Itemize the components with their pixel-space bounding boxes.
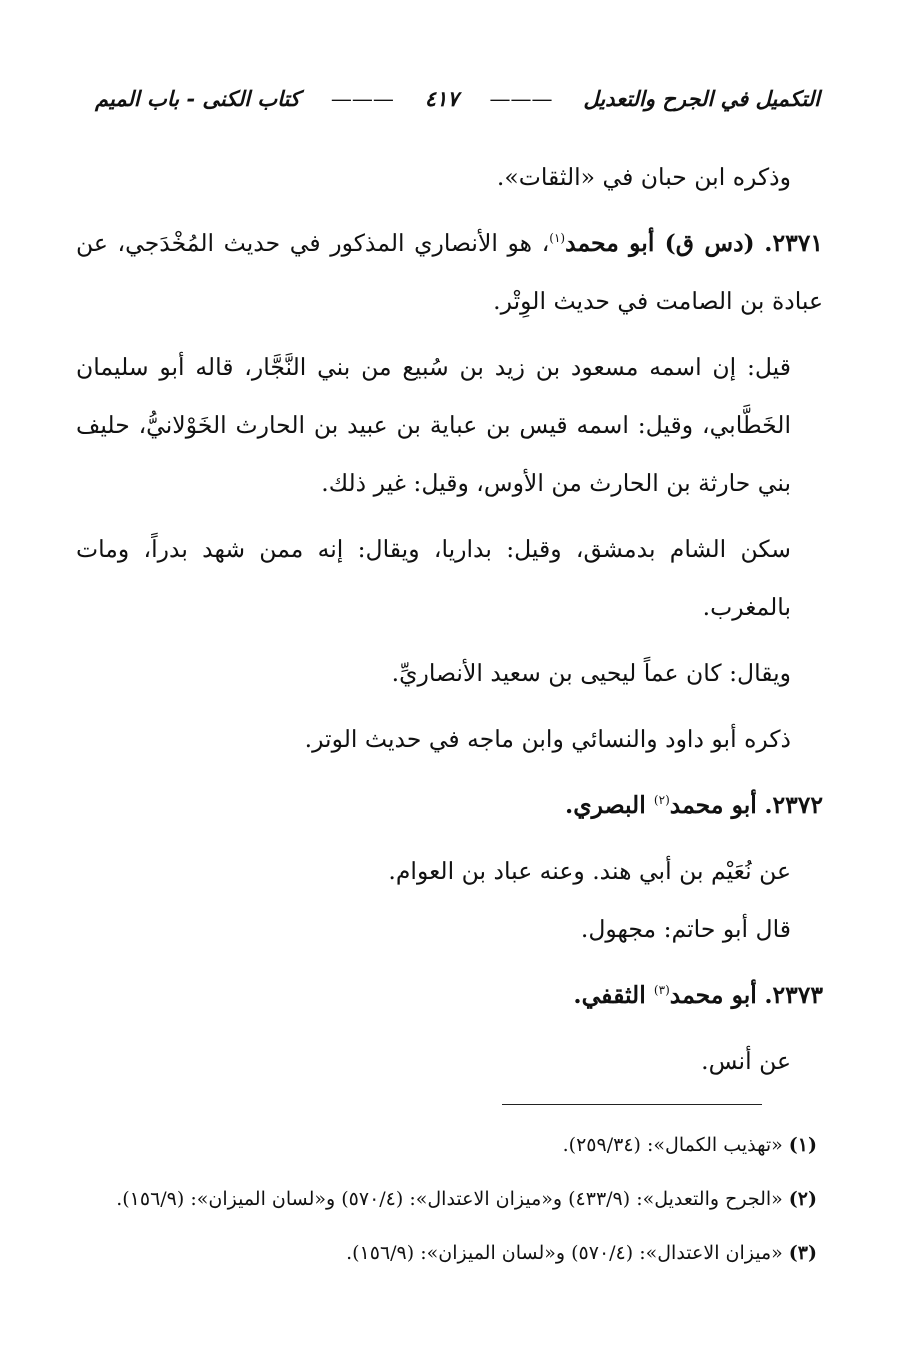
page-number: ٤١٧ xyxy=(424,86,459,111)
paragraph: عن أنس. xyxy=(701,1047,791,1075)
entry-heading: (دس ق) أبو محمد xyxy=(565,229,755,257)
entry-number: ٢٣٧١. xyxy=(764,229,823,257)
footnote xyxy=(76,1172,817,1226)
footnote-number: (١) xyxy=(788,1134,817,1156)
footnote-ref: (٢) xyxy=(653,793,670,808)
paragraph: عن نُعَيْم بن أبي هند. وعنه عباد بن العوام. xyxy=(388,857,791,885)
entry-number: ٢٣٧٣. xyxy=(764,981,823,1009)
footnote-number: (٢) xyxy=(788,1188,817,1210)
entry-number: ٢٣٧٢. xyxy=(764,791,823,819)
paragraph: ذكره أبو داود والنسائي وابن ماجه في حديث الوتر. xyxy=(304,725,791,753)
entry-heading: أبو محمد xyxy=(669,981,757,1009)
footnote-text: «الجرح والتعديل»: (٤٣٣/٩) و«ميزان الاعتدال»: (٥٧٠/٤) و«لسان الميزان»: (١٥٦/٩). xyxy=(116,1188,783,1210)
footnote xyxy=(76,1226,817,1280)
header-dash: ——— xyxy=(330,86,394,111)
header-section: كتاب الكنى - باب الميم xyxy=(95,86,300,111)
entry-heading-tail: البصري. xyxy=(565,791,654,819)
header-dash: ——— xyxy=(489,86,553,111)
paragraph: سكن الشام بدمشق، وقيل: بداريا، ويقال: إنه ممن شهد بدراً، ومات بالمغرب. xyxy=(76,535,791,621)
entry-2371 xyxy=(76,214,823,330)
footnote-text: «ميزان الاعتدال»: (٥٧٠/٤) و«لسان الميزان»: (١٥٦/٩). xyxy=(346,1242,783,1264)
running-header xyxy=(95,86,820,111)
paragraph: وذكره ابن حبان في «الثقات». xyxy=(496,163,791,191)
entry-text: ، هو الأنصاري المذكور في حديث المُخْدَجي، عن عبادة بن الصامت في حديث الوِتْر. xyxy=(76,229,823,315)
footnote-number: (٣) xyxy=(788,1242,817,1264)
footnote xyxy=(76,1118,817,1172)
header-title: التكميل في الجرح والتعديل xyxy=(583,86,820,111)
footnote-ref: (١) xyxy=(549,231,566,246)
entry-heading-tail: الثقفي. xyxy=(573,981,654,1009)
footnote-divider xyxy=(502,1104,762,1105)
footnotes xyxy=(76,1118,817,1280)
page-body xyxy=(76,148,823,1090)
paragraph: ويقال: كان عماً ليحيى بن سعيد الأنصاريِّ. xyxy=(391,659,791,687)
paragraph: قيل: إن اسمه مسعود بن زيد بن سُبيع من بني النَّجَّار، قاله أبو سليمان الخَطَّابي، وقيل: اسمه قيس بن عباية بن عبيد بن الحارث الخَوْلانيُّ، حليف بني حارثة بن الحارث من الأوس، وقيل: غير ذلك. xyxy=(76,353,791,497)
entry-2373 xyxy=(76,966,823,1024)
footnote-ref: (٣) xyxy=(653,983,670,998)
entry-2372 xyxy=(76,776,823,834)
entry-heading: أبو محمد xyxy=(669,791,757,819)
paragraph: قال أبو حاتم: مجهول. xyxy=(580,915,791,943)
footnote-text: «تهذيب الكمال»: (٢٥٩/٣٤). xyxy=(562,1134,783,1156)
